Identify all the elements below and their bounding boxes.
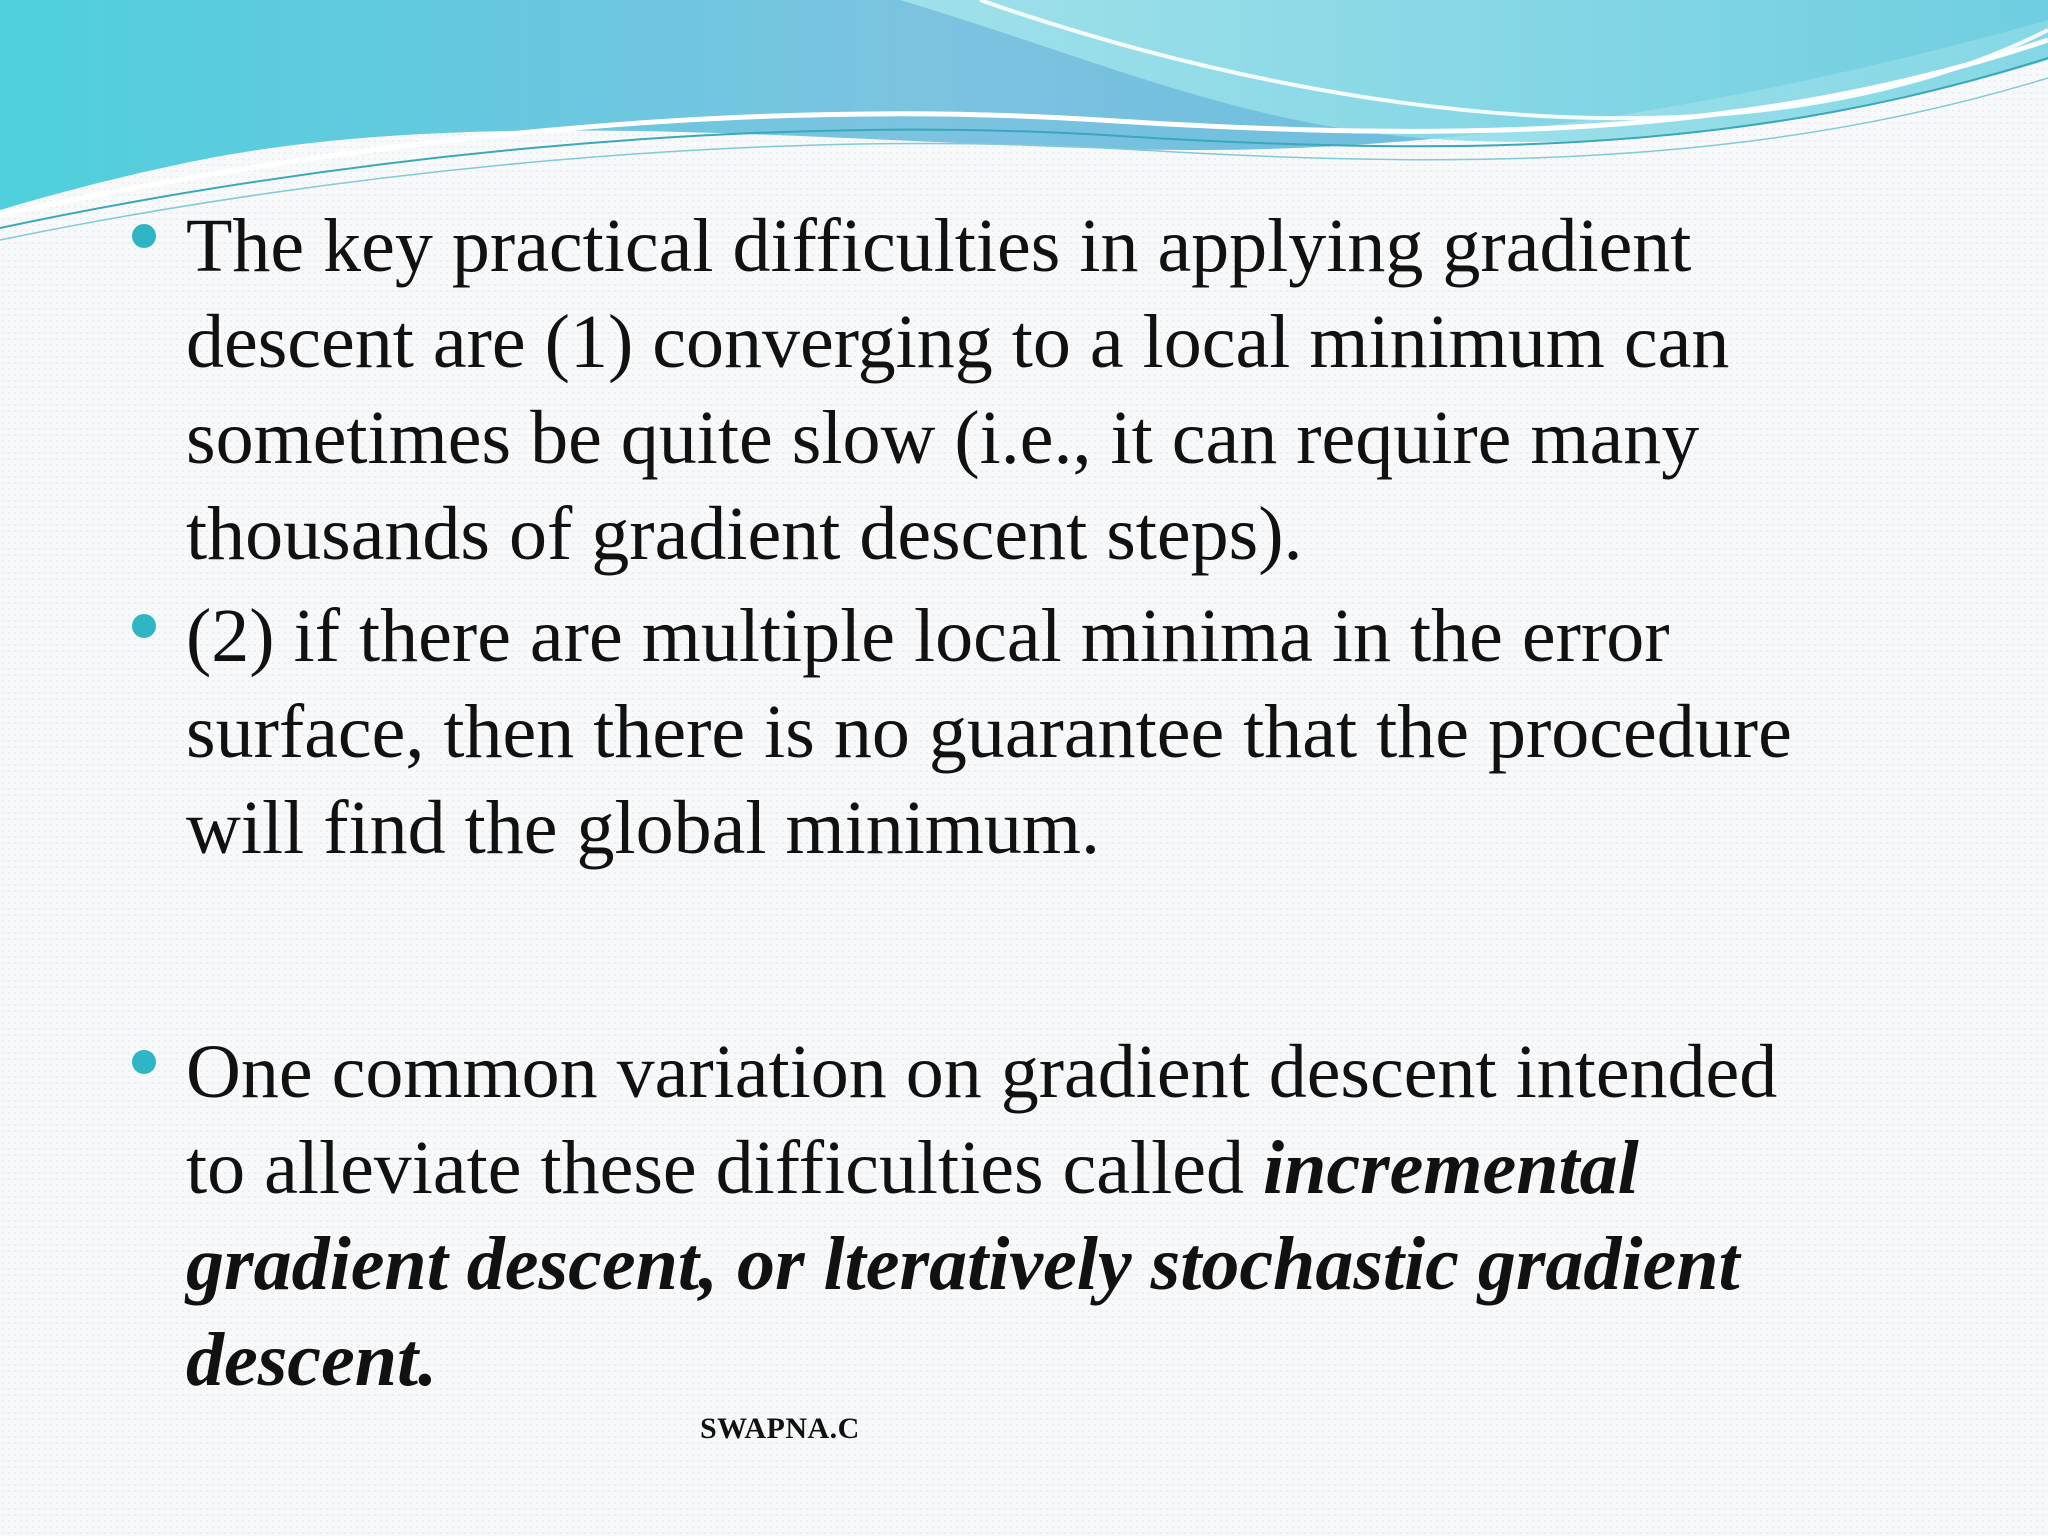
bullet-list [132, 198, 1932, 1408]
bullet-3-line-3: gradient descent, or lteratively stochastic gradient [186, 1222, 1740, 1306]
bullet-2-line-3: will find the global minimum. [186, 786, 1101, 870]
bullet-3-line-1: One common variation on gradient descent intended [186, 1030, 1778, 1114]
bullet-3-line-4: descent. [186, 1318, 438, 1402]
bullet-dot-icon [132, 614, 156, 638]
bullet-2-line-1: (2) if there are multiple local minima in the error [186, 594, 1670, 678]
bullet-item-3 [132, 1024, 1932, 1408]
bullet-3-line-2 [186, 1120, 1932, 1216]
bullet-3-line-2-plain: to alleviate these difficulties called [186, 1126, 1263, 1210]
bullet-3-term-incremental: incremental [1262, 1126, 1639, 1210]
bullet-1-line-4: thousands of gradient descent steps). [186, 492, 1303, 576]
bullet-dot-icon [132, 1050, 156, 1074]
footer-author: SWAPNA.C [700, 1412, 860, 1445]
bullet-1-line-2: descent are (1) converging to a local minimum can [186, 300, 1730, 384]
bullet-item-1 [132, 198, 1932, 582]
bullet-1-line-3: sometimes be quite slow (i.e., it can require many [186, 396, 1700, 480]
bullet-item-2 [132, 588, 1932, 876]
bullet-dot-icon [132, 224, 156, 248]
bullet-2-line-2: surface, then there is no guarantee that the procedure [186, 690, 1792, 774]
bullet-1-line-1: The key practical difficulties in applying gradient [186, 204, 1692, 288]
